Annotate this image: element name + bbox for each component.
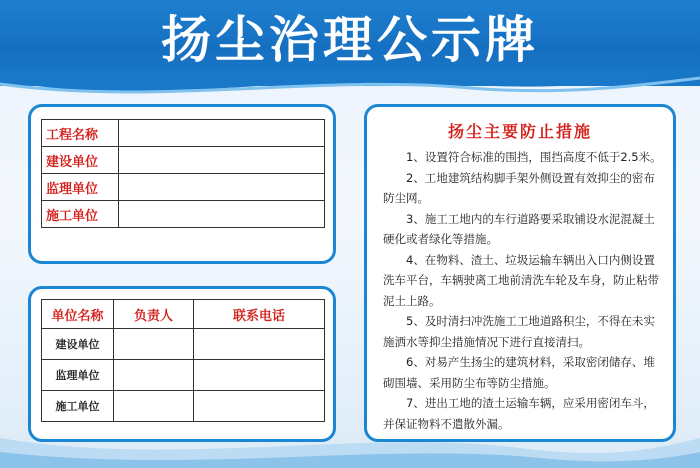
- contacts-unit-name: 监理单位: [42, 360, 114, 391]
- project-info-row: [42, 147, 325, 174]
- contacts-row: [42, 329, 325, 360]
- contacts-unit-name: 建设单位: [42, 329, 114, 360]
- contacts-phone-cell: [194, 391, 325, 422]
- measure-item: 3、施工工地内的车行道路要采取铺设水泥混凝土硬化或者绿化等措施。: [383, 211, 655, 246]
- project-info-row: [42, 120, 325, 147]
- contacts-person-cell: [114, 360, 194, 391]
- measures-title: 扬尘主要防止措施: [447, 122, 592, 141]
- contacts-unit-name: 施工单位: [42, 391, 114, 422]
- measures-list: [383, 147, 663, 434]
- project-info-row: [42, 201, 325, 228]
- project-info-row: [42, 174, 325, 201]
- project-info-value: [119, 147, 325, 174]
- project-info-value: [119, 120, 325, 147]
- measure-item: 7、进出工地的渣土运输车辆，应采用密闭车斗，并保证物料不遣散外漏。: [383, 396, 655, 431]
- contacts-row: [42, 360, 325, 391]
- contacts-table: [41, 299, 325, 422]
- page-title: 扬尘治理公示牌: [161, 11, 539, 69]
- project-info-label: 监理单位: [42, 174, 119, 201]
- contacts-row: [42, 391, 325, 422]
- contacts-phone-cell: [194, 360, 325, 391]
- project-info-label: 建设单位: [42, 147, 119, 174]
- contacts-header-unit: 单位名称: [42, 300, 114, 329]
- contacts-person-cell: [114, 329, 194, 360]
- contacts-person-cell: [114, 391, 194, 422]
- contacts-card: [28, 286, 336, 442]
- project-info-value: [119, 201, 325, 228]
- project-info-card: [28, 104, 336, 264]
- project-info-value: [119, 174, 325, 201]
- project-info-label: 工程名称: [42, 120, 119, 147]
- dust-measures-card: [364, 104, 676, 442]
- measure-item: 6、对易产生扬尘的建筑材料，采取密闭储存、堆砌围墙、采用防尘布等防尘措施。: [383, 355, 655, 390]
- measure-item: 4、在物料、渣土、垃圾运输车辆出入口内侧设置洗车平台，车辆驶离工地前清洗车轮及车身，防止粘带泥土上路。: [383, 252, 659, 308]
- contacts-header-phone: 联系电话: [194, 300, 325, 329]
- measure-item: 2、工地建筑结构脚手架外侧设置有效抑尘的密布防尘网。: [383, 170, 655, 205]
- contacts-header-person: 负责人: [114, 300, 194, 329]
- project-info-label: 施工单位: [42, 201, 119, 228]
- project-info-table: [41, 119, 325, 228]
- contacts-phone-cell: [194, 329, 325, 360]
- measure-item: 1、设置符合标准的围挡，围挡高度不低于2.5米。: [406, 150, 662, 164]
- measure-item: 5、及时清扫冲洗施工工地道路积尘，不得在未实施洒水等抑尘措施情况下进行直接清扫。: [383, 314, 655, 349]
